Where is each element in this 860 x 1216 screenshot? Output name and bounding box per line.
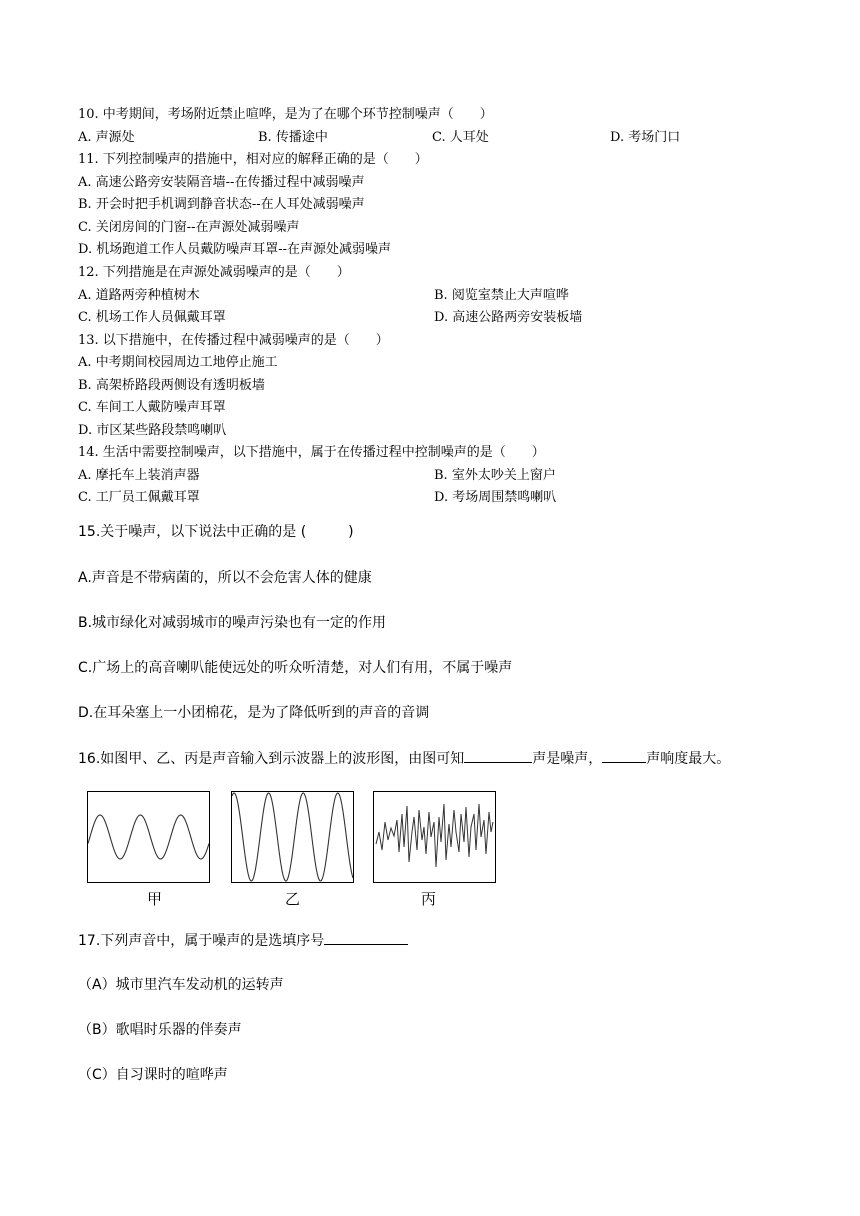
q12-stem: 12. 下列措施是在声源处减弱噪声的是（ ）	[78, 265, 350, 280]
q16-answer-blank-1[interactable]	[464, 748, 532, 763]
q10-option-d: D. 考场门口	[610, 130, 681, 145]
waveform-bing-curve	[376, 804, 493, 867]
q10-stem: 10. 中考期间，考场附近禁止喧哗，是为了在哪个环节控制噪声（ ）	[78, 107, 493, 122]
q11-option-b: B. 开会时把手机调到静音状态--在人耳处减弱噪声	[78, 197, 365, 212]
waveform-label-bing: 丙	[420, 890, 436, 908]
q15-option-a: A.声音是不带病菌的，所以不会危害人体的健康	[78, 570, 372, 586]
q15-option-b: B.城市绿化对减弱城市的噪声污染也有一定的作用	[78, 615, 387, 631]
waveform-jia	[87, 791, 210, 883]
q12-option-c: C. 机场工作人员佩戴耳罩	[78, 310, 226, 325]
q16-stem-part-3: 声响度最大。	[646, 751, 731, 767]
q12-option-d: D. 高速公路两旁安装板墙	[434, 310, 583, 325]
q16-answer-blank-2[interactable]	[602, 748, 646, 763]
waveform-yi	[231, 791, 354, 883]
q13-option-c: C. 车间工人戴防噪声耳罩	[78, 400, 226, 415]
q14-option-a: A. 摩托车上装消声器	[78, 468, 200, 483]
q17-stem	[78, 930, 408, 951]
q13-option-d: D. 市区某些路段禁鸣喇叭	[78, 423, 227, 438]
q14-option-d: D. 考场周围禁鸣喇叭	[434, 490, 557, 505]
waveform-label-jia: 甲	[146, 890, 162, 908]
q10-option-b: B. 传播途中	[258, 130, 328, 145]
q16-stem-part-2: 声是噪声，	[532, 751, 603, 767]
q16-stem-part-1: 16.如图甲、乙、丙是声音输入到示波器上的波形图，由图可知	[78, 751, 465, 767]
q17-stem-text: 17.下列声音中，属于噪声的是选填序号	[78, 933, 325, 949]
q12-option-b: B. 阅览室禁止大声喧哗	[434, 288, 569, 303]
q10-option-c: C. 人耳处	[432, 130, 489, 145]
q15-option-c: C.广场上的高音喇叭能使远处的听众听清楚，对人们有用，不属于噪声	[78, 660, 513, 676]
q11-stem: 11. 下列控制噪声的措施中，相对应的解释正确的是（ ）	[78, 152, 428, 167]
q14-option-b: B. 室外太吵关上窗户	[434, 468, 556, 483]
q17-option-a: （A）城市里汽车发动机的运转声	[78, 977, 284, 993]
q14-stem: 14. 生活中需要控制噪声，以下措施中，属于在传播过程中控制噪声的是（ ）	[78, 445, 545, 460]
waveform-yi-curve	[232, 793, 353, 881]
waveform-label-yi: 乙	[284, 890, 300, 908]
q10-option-a: A. 声源处	[78, 130, 135, 145]
q16-stem	[78, 748, 730, 769]
waveform-bing	[373, 791, 496, 883]
q11-option-a: A. 高速公路旁安装隔音墙--在传播过程中减弱噪声	[78, 175, 365, 190]
q13-option-a: A. 中考期间校园周边工地停止施工	[78, 355, 278, 370]
q17-answer-blank[interactable]	[324, 930, 408, 945]
q14-option-c: C. 工厂员工佩戴耳罩	[78, 490, 200, 505]
waveform-jia-curve	[88, 815, 209, 859]
q17-option-c: （C）自习课时的喧哗声	[78, 1067, 228, 1083]
q15-stem: 15.关于噪声，以下说法中正确的是 ( )	[78, 524, 354, 540]
q15-option-d: D.在耳朵塞上一小团棉花，是为了降低听到的声音的音调	[78, 705, 430, 721]
q17-option-b: （B）歌唱时乐器的伴奏声	[78, 1022, 242, 1038]
q11-option-d: D. 机场跑道工作人员戴防噪声耳罩--在声源处减弱噪声	[78, 242, 392, 257]
q13-option-b: B. 高架桥路段两侧设有透明板墙	[78, 378, 265, 393]
q11-option-c: C. 关闭房间的门窗--在声源处减弱噪声	[78, 220, 300, 235]
q13-stem: 13. 以下措施中，在传播过程中减弱噪声的是（ ）	[78, 333, 389, 348]
q12-option-a: A. 道路两旁种植树木	[78, 288, 200, 303]
